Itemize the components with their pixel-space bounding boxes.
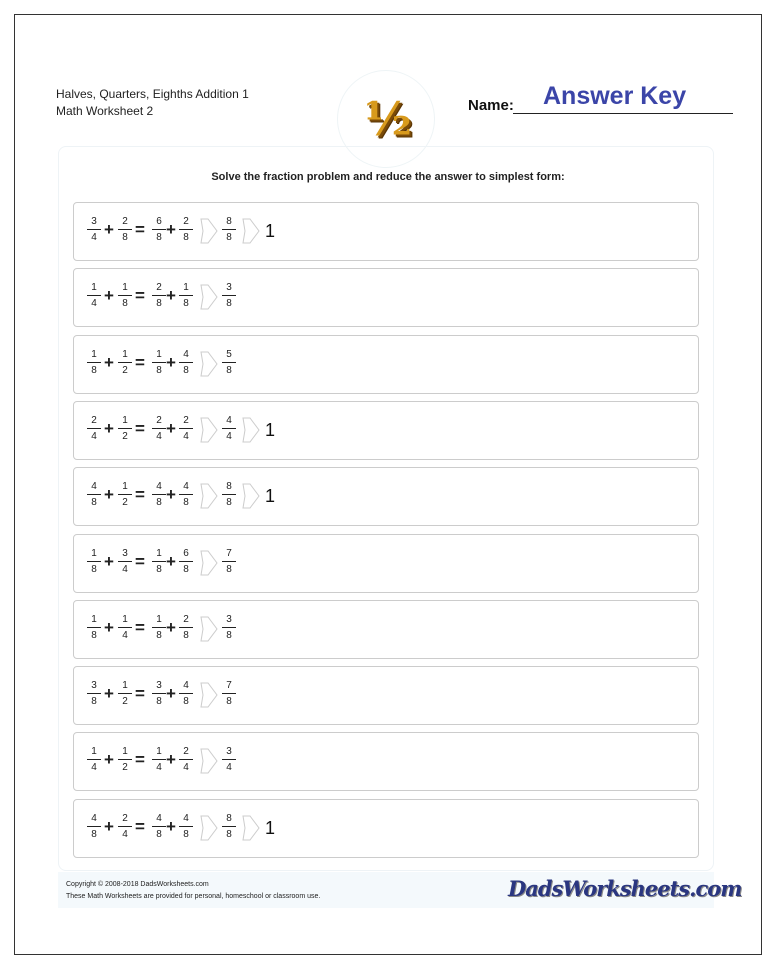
fraction-c: [152, 349, 166, 377]
equals-sign: =: [135, 485, 145, 505]
fraction-d: [179, 548, 193, 576]
denominator: 8: [156, 696, 162, 708]
fraction-d: [179, 813, 193, 841]
plus-sign: +: [166, 750, 176, 770]
arrow-icon: [200, 616, 218, 642]
fraction-d: [179, 349, 193, 377]
plus-sign: +: [104, 352, 114, 372]
problem-row: [73, 799, 699, 858]
fraction-a: [87, 349, 101, 377]
arrow-icon: [242, 483, 260, 509]
denominator: 8: [183, 696, 189, 708]
arrow-icon: [200, 815, 218, 841]
numerator: 3: [222, 282, 236, 296]
worksheet-title: Halves, Quarters, Eighths Addition 1: [56, 87, 249, 101]
numerator: 7: [222, 680, 236, 694]
denominator: 2: [122, 430, 128, 442]
fraction-b: [118, 481, 132, 509]
plus-sign: +: [104, 816, 114, 836]
plus-sign: +: [104, 220, 114, 239]
fraction-a: [87, 216, 101, 244]
arrow-icon: [200, 682, 218, 708]
plus-sign: +: [166, 485, 176, 505]
arrow-icon: [200, 417, 218, 443]
name-value: Answer Key: [543, 82, 687, 110]
fraction-a: [87, 680, 101, 708]
fraction-c: [152, 481, 166, 509]
fraction-a: [87, 548, 101, 576]
problem-row: [73, 666, 699, 725]
numerator: 1: [118, 349, 132, 363]
numerator: 4: [87, 813, 101, 827]
numerator: 4: [87, 481, 101, 495]
fraction-d: [179, 680, 193, 708]
plus-sign: +: [166, 352, 176, 372]
numerator: 3: [87, 216, 101, 230]
numerator: 1: [118, 614, 132, 628]
denominator: 2: [122, 762, 128, 774]
fraction-sum: [222, 349, 236, 377]
denominator: 8: [156, 298, 162, 310]
equals-sign: =: [135, 286, 145, 306]
worksheet-subtitle: Math Worksheet 2: [56, 104, 154, 118]
plus-sign: +: [166, 220, 176, 239]
fraction-sum: [222, 813, 236, 841]
problem-row: [73, 600, 699, 659]
numerator: 4: [179, 349, 193, 363]
numerator: 2: [118, 216, 132, 230]
numerator: 8: [222, 481, 236, 495]
plus-sign: +: [104, 684, 114, 704]
problem-row: [73, 335, 699, 394]
copyright: Copyright © 2008-2018 DadsWorksheets.com: [66, 881, 209, 888]
fraction-b: [118, 282, 132, 310]
arrow-icon: [242, 815, 260, 841]
equals-sign: =: [135, 617, 145, 637]
denominator: 8: [183, 232, 189, 243]
fraction-sum: [222, 746, 236, 774]
denominator: 4: [156, 430, 162, 442]
brand-logo: DadsWorksheets.com: [508, 876, 742, 901]
fraction-d: [179, 614, 193, 642]
numerator: 2: [87, 415, 101, 429]
equals-sign: =: [135, 352, 145, 372]
denominator: 8: [156, 497, 162, 509]
fraction-sum: [222, 548, 236, 576]
instructions: Solve the fraction problem and reduce the answer to simplest form:: [211, 171, 565, 183]
fraction-c: [152, 548, 166, 576]
denominator: 8: [226, 563, 232, 575]
denominator: 8: [91, 563, 97, 575]
numerator: 1: [87, 349, 101, 363]
numerator: 1: [118, 680, 132, 694]
numerator: 2: [152, 282, 166, 296]
denominator: 8: [91, 696, 97, 708]
equals-sign: =: [135, 684, 145, 704]
denominator: 4: [183, 762, 189, 774]
numerator: 4: [152, 813, 166, 827]
fraction-a: [87, 746, 101, 774]
fraction-b: [118, 548, 132, 576]
numerator: 2: [118, 813, 132, 827]
numerator: 6: [152, 216, 166, 230]
denominator: 8: [91, 364, 97, 376]
numerator: 1: [179, 282, 193, 296]
denominator: 2: [122, 696, 128, 708]
denominator: 8: [183, 298, 189, 310]
denominator: 8: [226, 298, 232, 310]
arrow-icon: [200, 351, 218, 377]
numerator: 1: [87, 548, 101, 562]
denominator: 4: [156, 762, 162, 774]
denominator: 4: [91, 430, 97, 442]
fraction-c: [152, 614, 166, 642]
plus-sign: +: [166, 286, 176, 306]
fraction-a: [87, 614, 101, 642]
denominator: 4: [226, 430, 232, 442]
numerator: 3: [222, 746, 236, 760]
denominator: 4: [122, 828, 128, 840]
fraction-c: [152, 813, 166, 841]
fraction-a: [87, 282, 101, 310]
numerator: 4: [222, 415, 236, 429]
arrow-icon: [200, 483, 218, 509]
numerator: 2: [179, 415, 193, 429]
denominator: 8: [91, 497, 97, 509]
denominator: 4: [122, 563, 128, 575]
equals-sign: =: [135, 220, 145, 239]
numerator: 2: [179, 746, 193, 760]
problem-row: [73, 268, 699, 327]
plus-sign: +: [166, 816, 176, 836]
denominator: 8: [91, 629, 97, 641]
fraction-b: [118, 614, 132, 642]
plus-sign: +: [104, 286, 114, 306]
numerator: 1: [152, 548, 166, 562]
denominator: 8: [156, 828, 162, 840]
fraction-sum: [222, 415, 236, 443]
denominator: 2: [122, 364, 128, 376]
fraction-d: [179, 481, 193, 509]
fraction-sum: [222, 481, 236, 509]
fraction-d: [179, 216, 193, 244]
numerator: 1: [152, 349, 166, 363]
arrow-icon: [200, 284, 218, 310]
simplified-answer: 1: [265, 486, 276, 507]
simplified-answer: 1: [265, 221, 276, 241]
fraction-d: [179, 746, 193, 774]
fraction-sum: [222, 216, 236, 244]
fraction-b: [118, 216, 132, 244]
fraction-b: [118, 415, 132, 443]
denominator: 8: [183, 364, 189, 376]
plus-sign: +: [104, 617, 114, 637]
equals-sign: =: [135, 816, 145, 836]
denominator: 8: [183, 629, 189, 641]
problem-row: [73, 467, 699, 526]
numerator: 3: [152, 680, 166, 694]
denominator: 8: [156, 232, 162, 243]
denominator: 8: [156, 629, 162, 641]
simplified-answer: 1: [265, 817, 276, 838]
denominator: 4: [91, 298, 97, 310]
denominator: 8: [226, 232, 232, 243]
numerator: 2: [152, 415, 166, 429]
fraction-c: [152, 680, 166, 708]
plus-sign: +: [104, 485, 114, 505]
fraction-c: [152, 282, 166, 310]
plus-sign: +: [104, 750, 114, 770]
numerator: 1: [87, 282, 101, 296]
fraction-c: [152, 415, 166, 443]
numerator: 5: [222, 349, 236, 363]
arrow-icon: [242, 218, 260, 244]
logo-text: ½: [364, 92, 408, 146]
denominator: 8: [226, 364, 232, 376]
numerator: 4: [179, 481, 193, 495]
arrow-icon: [200, 218, 218, 244]
arrow-icon: [200, 748, 218, 774]
numerator: 3: [87, 680, 101, 694]
equals-sign: =: [135, 418, 145, 438]
denominator: 8: [122, 232, 128, 243]
denominator: 8: [226, 828, 232, 840]
denominator: 2: [122, 497, 128, 509]
fraction-b: [118, 813, 132, 841]
fraction-b: [118, 680, 132, 708]
denominator: 8: [226, 629, 232, 641]
name-line: [513, 113, 733, 114]
problem-row: [73, 202, 699, 261]
numerator: 4: [179, 680, 193, 694]
equals-sign: =: [135, 750, 145, 770]
numerator: 1: [87, 746, 101, 760]
equals-sign: =: [135, 551, 145, 571]
numerator: 1: [118, 282, 132, 296]
numerator: 1: [118, 481, 132, 495]
numerator: 1: [87, 614, 101, 628]
fraction-d: [179, 282, 193, 310]
denominator: 8: [156, 563, 162, 575]
fraction-b: [118, 746, 132, 774]
numerator: 8: [222, 216, 236, 230]
numerator: 4: [179, 813, 193, 827]
fraction-a: [87, 481, 101, 509]
arrow-icon: [242, 417, 260, 443]
denominator: 8: [226, 696, 232, 708]
numerator: 2: [179, 216, 193, 230]
numerator: 2: [179, 614, 193, 628]
denominator: 8: [183, 828, 189, 840]
fraction-a: [87, 415, 101, 443]
numerator: 1: [118, 415, 132, 429]
numerator: 1: [152, 614, 166, 628]
denominator: 4: [226, 762, 232, 774]
denominator: 8: [183, 563, 189, 575]
numerator: 6: [179, 548, 193, 562]
denominator: 4: [183, 430, 189, 442]
denominator: 4: [91, 762, 97, 774]
numerator: 7: [222, 548, 236, 562]
fraction-sum: [222, 282, 236, 310]
arrow-icon: [200, 550, 218, 576]
denominator: 8: [183, 497, 189, 509]
problem-row: [73, 732, 699, 791]
numerator: 4: [152, 481, 166, 495]
fraction-sum: [222, 680, 236, 708]
plus-sign: +: [166, 551, 176, 571]
simplified-answer: 1: [265, 419, 276, 440]
plus-sign: +: [166, 617, 176, 637]
fraction-c: [152, 216, 166, 244]
problem-row: [73, 401, 699, 460]
denominator: 4: [91, 232, 97, 243]
name-label: Name:: [468, 97, 514, 114]
plus-sign: +: [166, 684, 176, 704]
numerator: 1: [118, 746, 132, 760]
numerator: 8: [222, 813, 236, 827]
denominator: 8: [156, 364, 162, 376]
denominator: 4: [122, 629, 128, 641]
denominator: 8: [122, 298, 128, 310]
plus-sign: +: [166, 418, 176, 438]
plus-sign: +: [104, 551, 114, 571]
numerator: 1: [152, 746, 166, 760]
denominator: 8: [91, 828, 97, 840]
fraction-d: [179, 415, 193, 443]
plus-sign: +: [104, 418, 114, 438]
usage-notice: These Math Worksheets are provided for personal, homeschool or classroom use.: [66, 893, 321, 900]
numerator: 3: [222, 614, 236, 628]
fraction-a: [87, 813, 101, 841]
fraction-sum: [222, 614, 236, 642]
problem-row: [73, 534, 699, 593]
fraction-c: [152, 746, 166, 774]
numerator: 3: [118, 548, 132, 562]
denominator: 8: [226, 497, 232, 509]
fraction-b: [118, 349, 132, 377]
